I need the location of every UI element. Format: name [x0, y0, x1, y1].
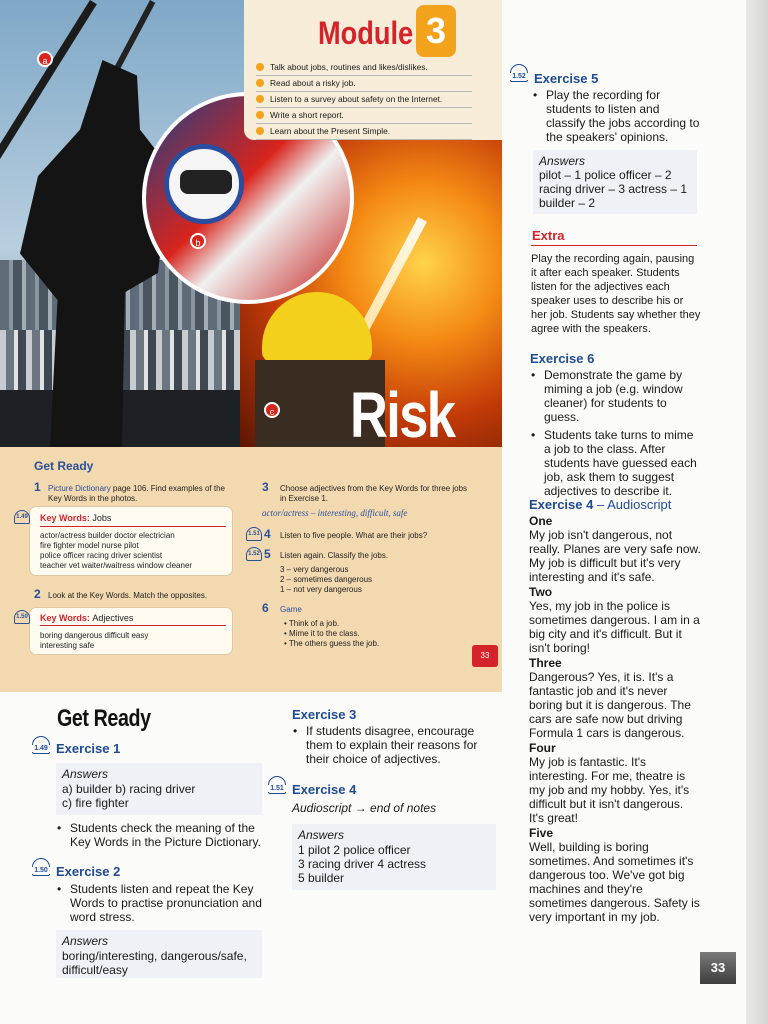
helmet-visor	[180, 170, 232, 194]
key-words-jobs-line: fire fighter model nurse pilot	[40, 541, 139, 550]
track-number: 1.52	[509, 73, 529, 80]
exercise-2-heading: Exercise 2	[56, 864, 121, 879]
key-words-adjectives-heading	[40, 613, 133, 623]
answers-label: Answers	[298, 828, 345, 842]
task-number: 1	[34, 480, 41, 494]
task3-example: actor/actress – interesting, difficult, safe	[262, 508, 408, 518]
task4-text: Listen to five people. What are their jobs?	[280, 531, 428, 540]
task-number: 6	[262, 601, 269, 615]
note-bullet: • Play the recording for students to listen and classify the jobs according to the speakers' opinions.	[530, 88, 702, 144]
track-number: 1.51	[267, 785, 287, 792]
exercise-4-heading: Exercise 4	[292, 782, 357, 797]
photo-label-a: a	[37, 51, 53, 67]
task5-text: Listen again. Classify the jobs.	[280, 551, 389, 560]
answer-line: pilot – 1 police officer – 2	[539, 168, 672, 182]
note-bullet: • Students take turns to mime a job to the class. After students have guessed each job, ask them to suggest adjectives to describe it.	[528, 428, 702, 498]
answer-line: builder – 2	[539, 196, 596, 210]
divider	[40, 526, 226, 527]
key-words-adjectives-line: boring dangerous difficult easy	[40, 631, 149, 640]
cd-audio-icon	[268, 776, 286, 794]
photo-label-b: b	[190, 233, 206, 249]
exercise-3-notes	[290, 724, 490, 770]
task6-title: Game	[280, 605, 302, 614]
exercise-1-heading: Exercise 1	[56, 741, 121, 756]
answer-line: racing driver – 3 actress – 1	[539, 182, 688, 196]
note-bullet: • Students listen and repeat the Key Words to practise pronunciation and word stress.	[54, 882, 264, 924]
task2-text: Look at the Key Words. Match the opposites.	[48, 591, 208, 600]
answer-line: difficult/easy	[62, 963, 128, 977]
task1-instruction: page 106. Find examples of the Key Words in the photos.	[48, 484, 225, 503]
exercise-3-heading: Exercise 3	[292, 707, 357, 722]
key-words-topic: Adjectives	[92, 613, 134, 623]
extra-heading: Extra	[532, 228, 565, 243]
answer-line: 3 racing driver 4 actress	[298, 857, 427, 871]
goal-item: Write a short report.	[256, 108, 472, 124]
speaker-text: My job is fantastic. It's interesting. For me, theatre is my job and my hobby. Yes, it's difficult but it isn't dangerous. It's great!	[529, 755, 690, 825]
goal-item: Read about a risky job.	[256, 76, 472, 92]
speaker-text: My job isn't dangerous, not really. Planes are very safe now. My job is difficult but it's very interesting and it's safe.	[529, 528, 701, 584]
key-words-label: Key Words:	[40, 513, 90, 523]
task5-item: 1 – not very dangerous	[280, 585, 362, 594]
speaker-text: Yes, my job in the police is sometimes dangerous. I am in a big city and it's difficult. But it isn't boring!	[529, 599, 700, 655]
answers-title	[62, 767, 108, 781]
task-number: 3	[262, 480, 269, 494]
key-words-label: Key Words:	[40, 613, 90, 623]
goal-item: Talk about jobs, routines and likes/dislikes.	[256, 60, 472, 76]
exercise-6-notes	[528, 368, 702, 502]
extra-text: Play the recording again, pausing it after each speaker. Students listen for the adjectives each speaker uses to describe his or her job. Students say whether they agree with the speakers.	[531, 253, 701, 335]
get-ready-heading: Get Ready	[57, 705, 151, 732]
key-words-topic: Jobs	[92, 513, 112, 523]
key-words-jobs-line: actor/actress builder doctor electrician	[40, 531, 175, 540]
sb-page-number: 33	[472, 645, 498, 667]
answers-label: Answers	[62, 767, 109, 781]
picture-dictionary-link: Picture Dictionary	[48, 484, 111, 493]
task-number: 4	[264, 527, 271, 541]
audioscript-note: Audioscript → end of notes	[292, 801, 437, 815]
task5-item: 2 – sometimes dangerous	[280, 575, 373, 584]
task-number: 5	[264, 547, 271, 561]
speaker-label: Two	[529, 585, 553, 599]
key-words-jobs-line: teacher vet waiter/waitress window cleaner	[40, 561, 193, 570]
cd-audio-icon	[510, 64, 528, 82]
audioscript-body	[529, 514, 701, 924]
module-number: 3	[416, 5, 456, 57]
answer-line: 5 builder	[298, 871, 345, 885]
audio-icon: 1.51	[246, 527, 262, 541]
note-bullet: • If students disagree, encourage them to explain their reasons for their choice of adjectives.	[290, 724, 490, 766]
exercise-5-heading: Exercise 5	[534, 71, 599, 86]
note-bullet: • Students check the meaning of the Key Words in the Picture Dictionary.	[54, 821, 264, 849]
speaker-text: Well, building is boring sometimes. And sometimes it's dangerous too. We've got big machines and they're sometimes dangerous. Safety is very important in my job.	[529, 840, 700, 924]
answers-label: Answers	[62, 934, 109, 948]
task1-text	[48, 484, 238, 504]
sb-get-ready-heading: Get Ready	[34, 459, 94, 473]
task3-text: Choose adjectives from the Key Words for three jobs in Exercise 1.	[280, 484, 468, 503]
module-goals	[256, 60, 472, 140]
exercise-1-notes	[54, 821, 264, 853]
cd-audio-icon	[32, 736, 50, 754]
key-words-jobs-line: police officer racing driver scientist	[40, 551, 163, 560]
task6-item: • Mime it to the class.	[284, 629, 360, 638]
task5-item: 3 – very dangerous	[280, 565, 349, 574]
extra-divider	[531, 245, 697, 246]
page-number: 33	[700, 952, 736, 984]
note-bullet: • Demonstrate the game by miming a job (e.g. window cleaner) for students to guess.	[528, 368, 702, 424]
risk-title: Risk	[350, 379, 455, 447]
track-number: 1.49	[31, 745, 51, 752]
exercise-5-notes	[530, 88, 702, 148]
answer-line: boring/interesting, dangerous/safe,	[62, 949, 247, 963]
speaker-text: Dangerous? Yes, it is. It's a fantastic job and it's never boring but it is dangerous. The cars are safe now but driving Formula 1 cars is dangerous.	[529, 670, 691, 740]
answer-line: c) fire fighter	[62, 796, 129, 810]
exercise-2-notes	[54, 882, 264, 928]
answer-line: a) builder b) racing driver	[62, 782, 196, 796]
track-number: 1.50	[31, 867, 51, 874]
speaker-label: Three	[529, 656, 562, 670]
photo-label-c: c	[264, 402, 280, 418]
task6-item: • Think of a job.	[284, 619, 340, 628]
audioscript-heading	[529, 497, 671, 512]
task6-item: • The others guess the job.	[284, 639, 380, 648]
answer-line: 1 pilot 2 police officer	[298, 843, 411, 857]
goal-item: Learn about the Present Simple.	[256, 124, 472, 140]
audio-icon: 1.52	[246, 547, 262, 561]
audio-icon: 1.50	[14, 610, 30, 624]
key-words-adjectives-line: interesting safe	[40, 641, 95, 650]
key-words-jobs-heading	[40, 513, 111, 523]
audioscript-subtitle: – Audioscript	[596, 497, 672, 512]
answers-label: Answers	[539, 154, 586, 168]
exercise-6-heading: Exercise 6	[530, 351, 595, 366]
module-title: Module	[318, 15, 414, 51]
divider	[40, 625, 226, 626]
speaker-label: Four	[529, 741, 556, 755]
cd-audio-icon	[32, 858, 50, 876]
audio-icon: 1.49	[14, 510, 30, 524]
goal-item: Listen to a survey about safety on the Internet.	[256, 92, 472, 108]
student-book-page	[0, 0, 502, 692]
speaker-label: One	[529, 514, 553, 528]
task-number: 2	[34, 587, 41, 601]
audioscript-title: Exercise 4	[529, 497, 594, 512]
speaker-label: Five	[529, 826, 554, 840]
page-edge	[746, 0, 768, 1024]
